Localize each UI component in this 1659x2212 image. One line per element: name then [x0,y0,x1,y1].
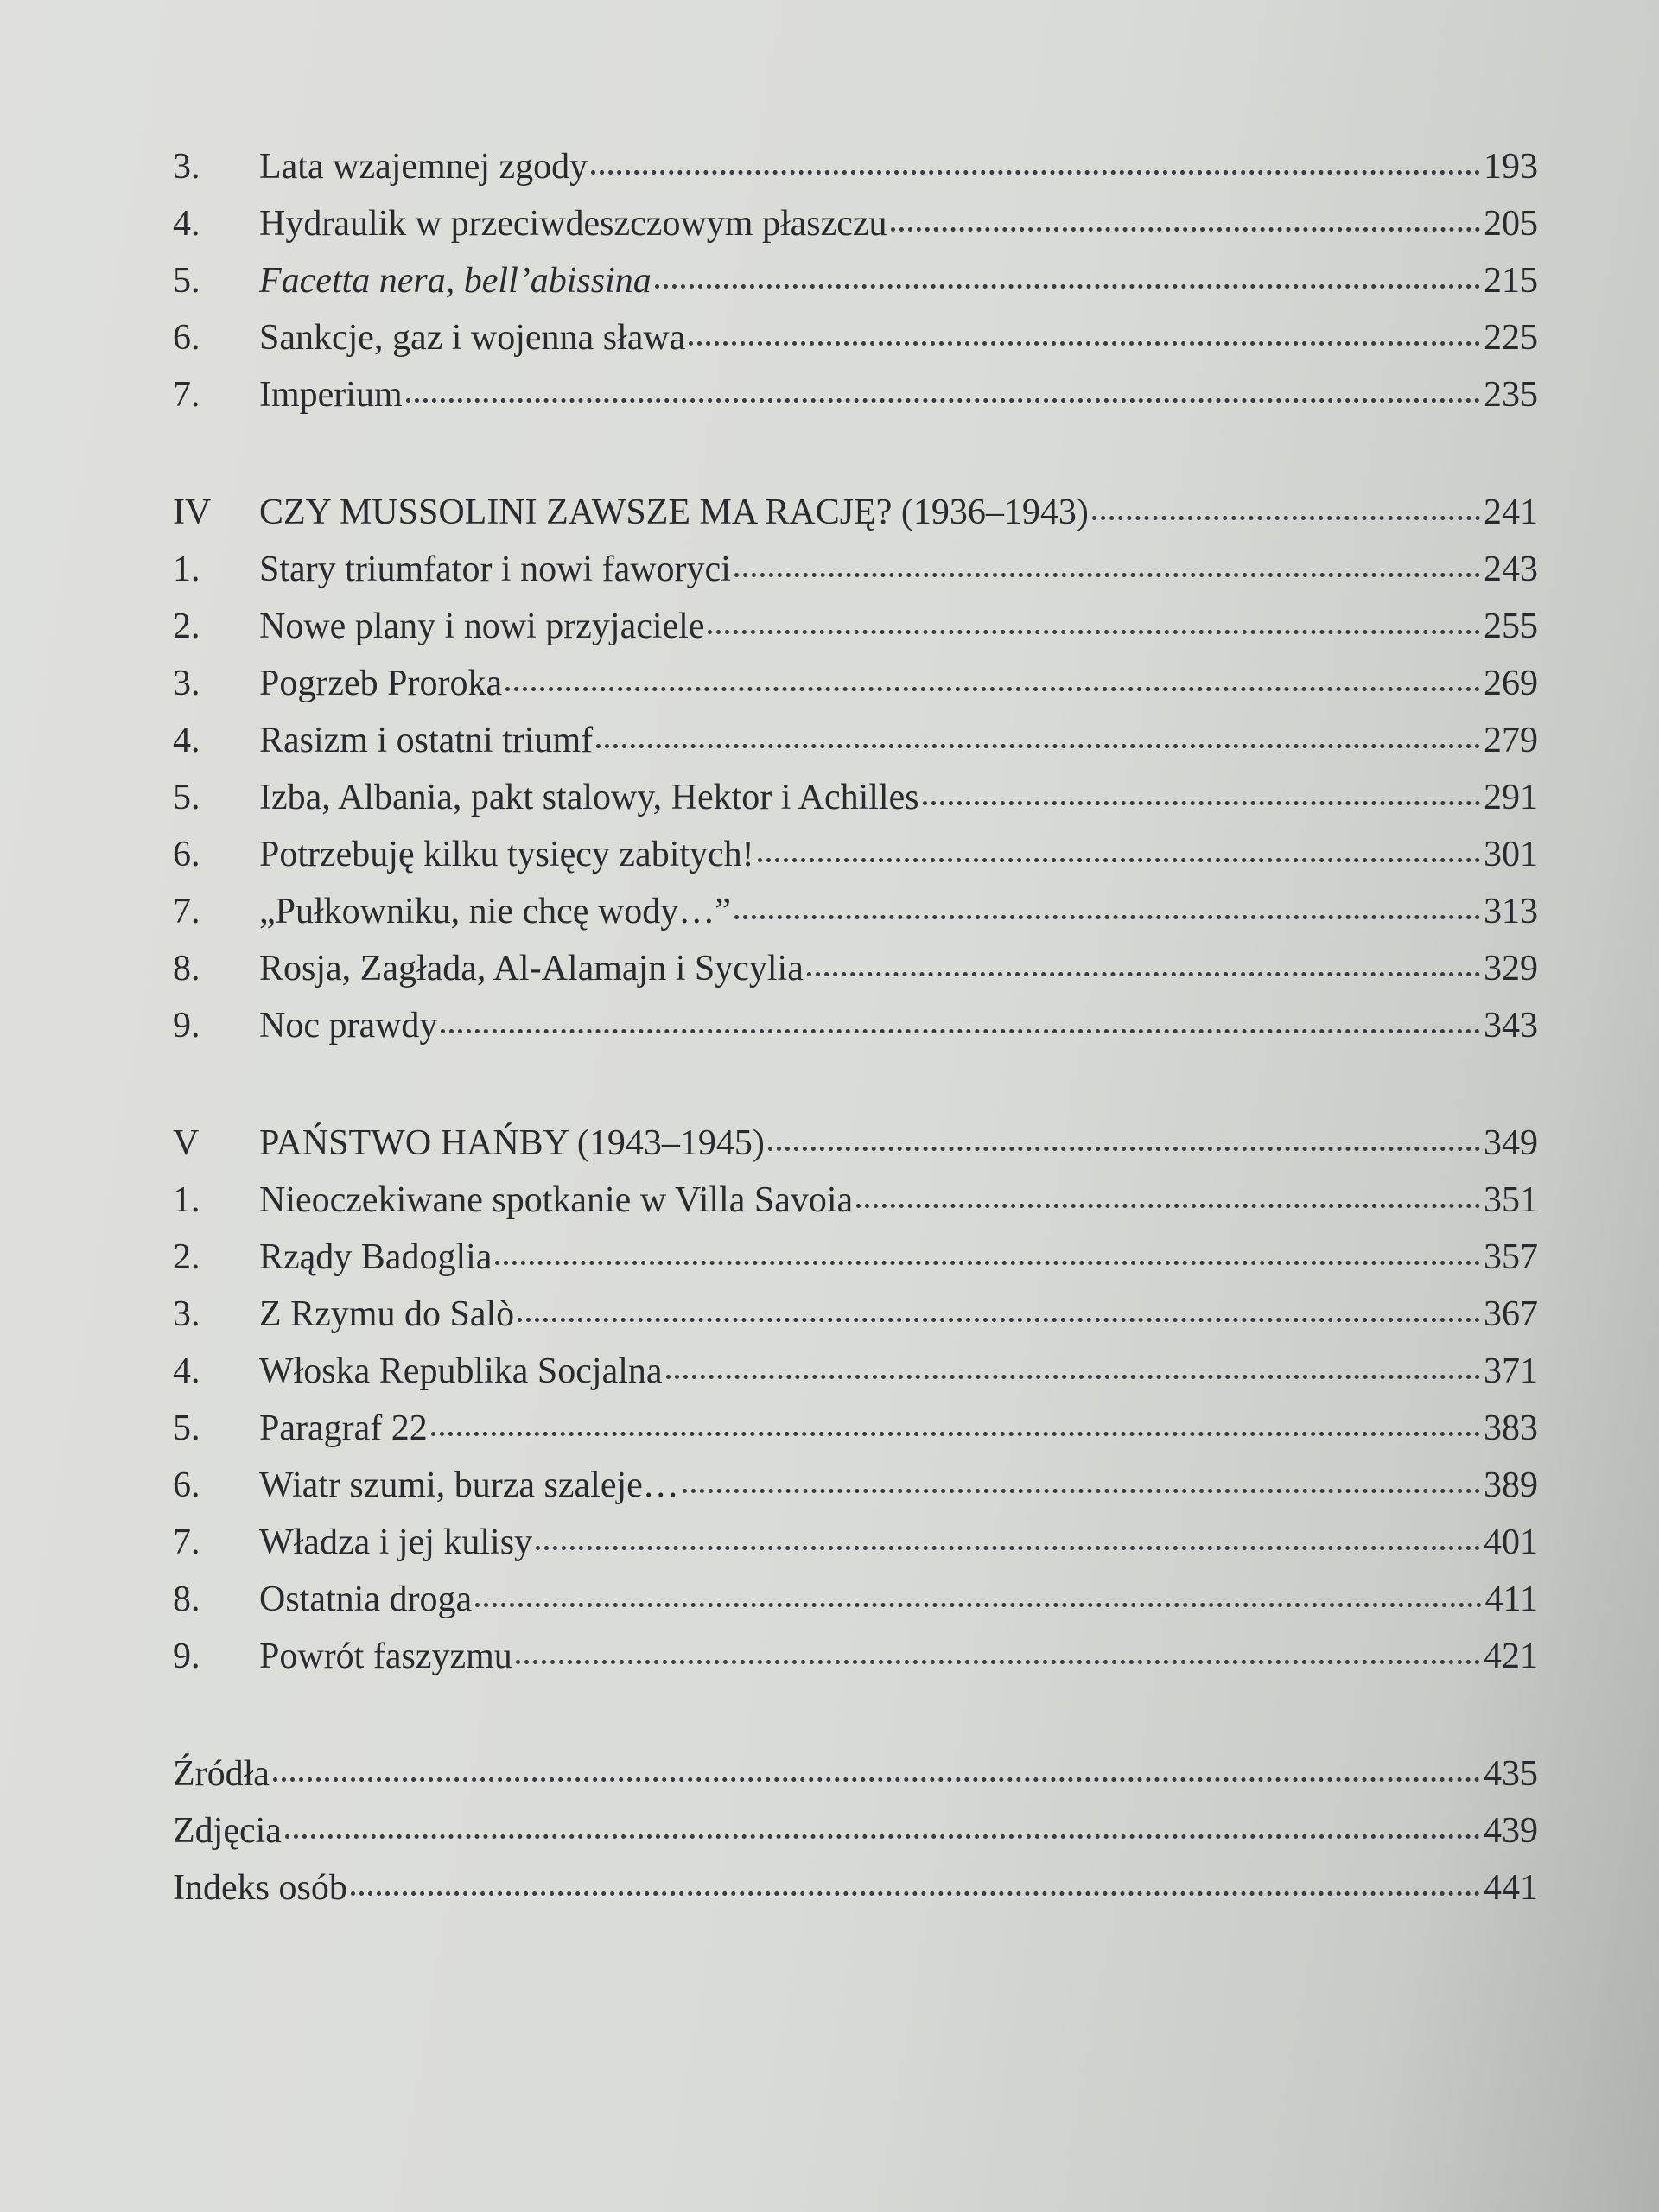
entry-number: 2. [173,607,200,646]
entry-title: Władza i jej kulisy [259,1522,533,1562]
entry-title: Facetta nera, bell’abissina [259,261,652,301]
entry-page: 255 [1484,607,1538,646]
entry-title: Lata wzajemnej zgody [259,147,588,187]
entry-number: 3. [173,664,200,703]
entry-page: 205 [1484,204,1538,244]
toc-entry [173,940,1538,997]
back-matter [173,1745,1538,1916]
entry-title: Źródła [173,1754,270,1794]
entry-title: Nowe plany i nowi przyjaciele [259,607,705,646]
toc-entry [173,655,1538,712]
toc-entry [173,1400,1538,1457]
entry-number: 9. [173,1006,200,1046]
entry-number: 8. [173,949,200,988]
toc-entry [173,712,1538,769]
entry-page: 411 [1484,1580,1538,1619]
part-title: CZY MUSSOLINI ZAWSZE MA RACJĘ? (1936–1943) [259,493,1089,532]
entry-title: Rządy Badoglia [259,1237,493,1277]
entry-page: 371 [1484,1351,1538,1391]
dot-leader [689,341,1480,346]
entry-number: 9. [173,1637,200,1676]
entry-page: 225 [1484,318,1538,358]
dot-leader [683,1489,1480,1493]
entry-title: Z Rzymu do Salò [259,1294,515,1334]
entry-title: Nieoczekiwane spotkanie w Villa Savoia [259,1180,854,1220]
dot-leader [856,1204,1480,1208]
dot-leader [596,744,1480,748]
part-page: 349 [1484,1123,1538,1163]
entry-page: 291 [1484,778,1538,817]
part3-section [173,138,1538,423]
entry-page: 401 [1484,1522,1538,1562]
entry-number: 3. [173,147,200,187]
entry-title: Stary triumfator i nowi faworyci [259,550,731,589]
dot-leader [1092,516,1480,520]
entry-number: 4. [173,1351,200,1391]
dot-leader [441,1029,1480,1033]
entry-title: Paragraf 22 [259,1408,428,1448]
entry-title: Indeks osób [173,1868,347,1908]
entry-title: Potrzebuję kilku tysięcy zabitych! [259,835,754,874]
entry-title: Powrót faszyzmu [259,1637,512,1676]
toc-entry [173,997,1538,1054]
part-number: V [173,1123,200,1163]
dot-leader [655,284,1480,289]
entry-number: 1. [173,550,200,589]
entry-page: 301 [1484,835,1538,874]
toc-entry [173,826,1538,883]
dot-leader [406,398,1480,403]
entry-number: 8. [173,1580,200,1619]
entry-title: Pogrzeb Proroka [259,664,503,703]
entry-title: Rasizm i ostatni triumf [259,721,594,760]
entry-title: Włoska Republika Socjalna [259,1351,663,1391]
toc-entry [173,1859,1538,1916]
dot-leader [591,170,1480,175]
dot-leader [285,1834,1480,1839]
entry-title: „Pułkowniku, nie chcę wody…” [259,892,731,931]
dot-leader [758,858,1480,862]
entry-number: 5. [173,261,200,301]
entry-number: 6. [173,1465,200,1505]
entry-title: Hydraulik w przeciwdeszczowym płaszczu [259,204,887,244]
entry-title: Zdjęcia [173,1811,282,1851]
entry-page: 279 [1484,721,1538,760]
entry-page: 193 [1484,147,1538,187]
entry-title: Izba, Albania, pakt stalowy, Hektor i Achilles [259,778,919,817]
entry-number: 1. [173,1180,200,1220]
entry-page: 329 [1484,949,1538,988]
dot-leader [495,1261,1480,1265]
part-heading [173,1115,1538,1172]
toc-entry [173,1172,1538,1229]
toc-entry [173,1343,1538,1400]
entry-page: 243 [1484,550,1538,589]
entry-title: Imperium [259,375,403,415]
toc-entry [173,541,1538,598]
entry-number: 3. [173,1294,200,1334]
entry-number: 4. [173,204,200,244]
entry-number: 5. [173,1408,200,1448]
toc-entry [173,252,1538,309]
toc-entry [173,138,1538,195]
part-heading [173,484,1538,541]
entry-page: 357 [1484,1237,1538,1277]
entry-page: 343 [1484,1006,1538,1046]
toc-entry [173,769,1538,826]
dot-leader [351,1891,1480,1896]
dot-leader [273,1777,1480,1782]
dot-leader [891,227,1480,232]
entry-title: Noc prawdy [259,1006,438,1046]
entry-page: 269 [1484,664,1538,703]
dot-leader [666,1375,1480,1379]
dot-leader [768,1147,1480,1151]
entry-number: 7. [173,1522,200,1562]
entry-page: 421 [1484,1637,1538,1676]
toc-entry [173,598,1538,655]
dot-leader [734,573,1480,577]
part4-section [173,484,1538,1054]
dot-leader [516,1660,1480,1664]
toc-entry [173,366,1538,423]
dot-leader [708,630,1480,634]
entry-page: 235 [1484,375,1538,415]
toc-entry [173,195,1538,252]
entry-page: 367 [1484,1294,1538,1334]
entry-page: 389 [1484,1465,1538,1505]
entry-number: 6. [173,835,200,874]
dot-leader [505,687,1480,691]
entry-number: 4. [173,721,200,760]
toc-entry [173,1745,1538,1802]
entry-page: 435 [1484,1754,1538,1794]
toc-entry [173,1286,1538,1343]
entry-page: 383 [1484,1408,1538,1448]
toc-entry [173,1802,1538,1859]
table-of-contents [173,138,1538,1977]
toc-entry [173,309,1538,366]
entry-page: 441 [1484,1868,1538,1908]
entry-number: 7. [173,375,200,415]
entry-page: 439 [1484,1811,1538,1851]
entry-page: 313 [1484,892,1538,931]
entry-page: 351 [1484,1180,1538,1220]
part5-section [173,1115,1538,1685]
toc-entry [173,1514,1538,1571]
toc-entry [173,1457,1538,1514]
entry-number: 6. [173,318,200,358]
entry-number: 2. [173,1237,200,1277]
dot-leader [807,972,1480,976]
entry-title: Sankcje, gaz i wojenna sława [259,318,686,358]
dot-leader [518,1318,1480,1322]
dot-leader [431,1432,1480,1436]
dot-leader [536,1546,1480,1550]
entry-page: 215 [1484,261,1538,301]
part-title: PAŃSTWO HAŃBY (1943–1945) [259,1123,765,1163]
dot-leader [475,1603,1481,1607]
dot-leader [923,801,1480,805]
toc-entry [173,1571,1538,1628]
toc-entry [173,1229,1538,1286]
toc-entry [173,883,1538,940]
entry-number: 7. [173,892,200,931]
part-number: IV [173,493,212,532]
toc-entry [173,1628,1538,1685]
entry-title: Rosja, Zagłada, Al-Alamajn i Sycylia [259,949,804,988]
part-page: 241 [1484,493,1538,532]
entry-number: 5. [173,778,200,817]
entry-title: Ostatnia droga [259,1580,473,1619]
dot-leader [734,915,1480,919]
entry-title: Wiatr szumi, burza szaleje… [259,1465,679,1505]
